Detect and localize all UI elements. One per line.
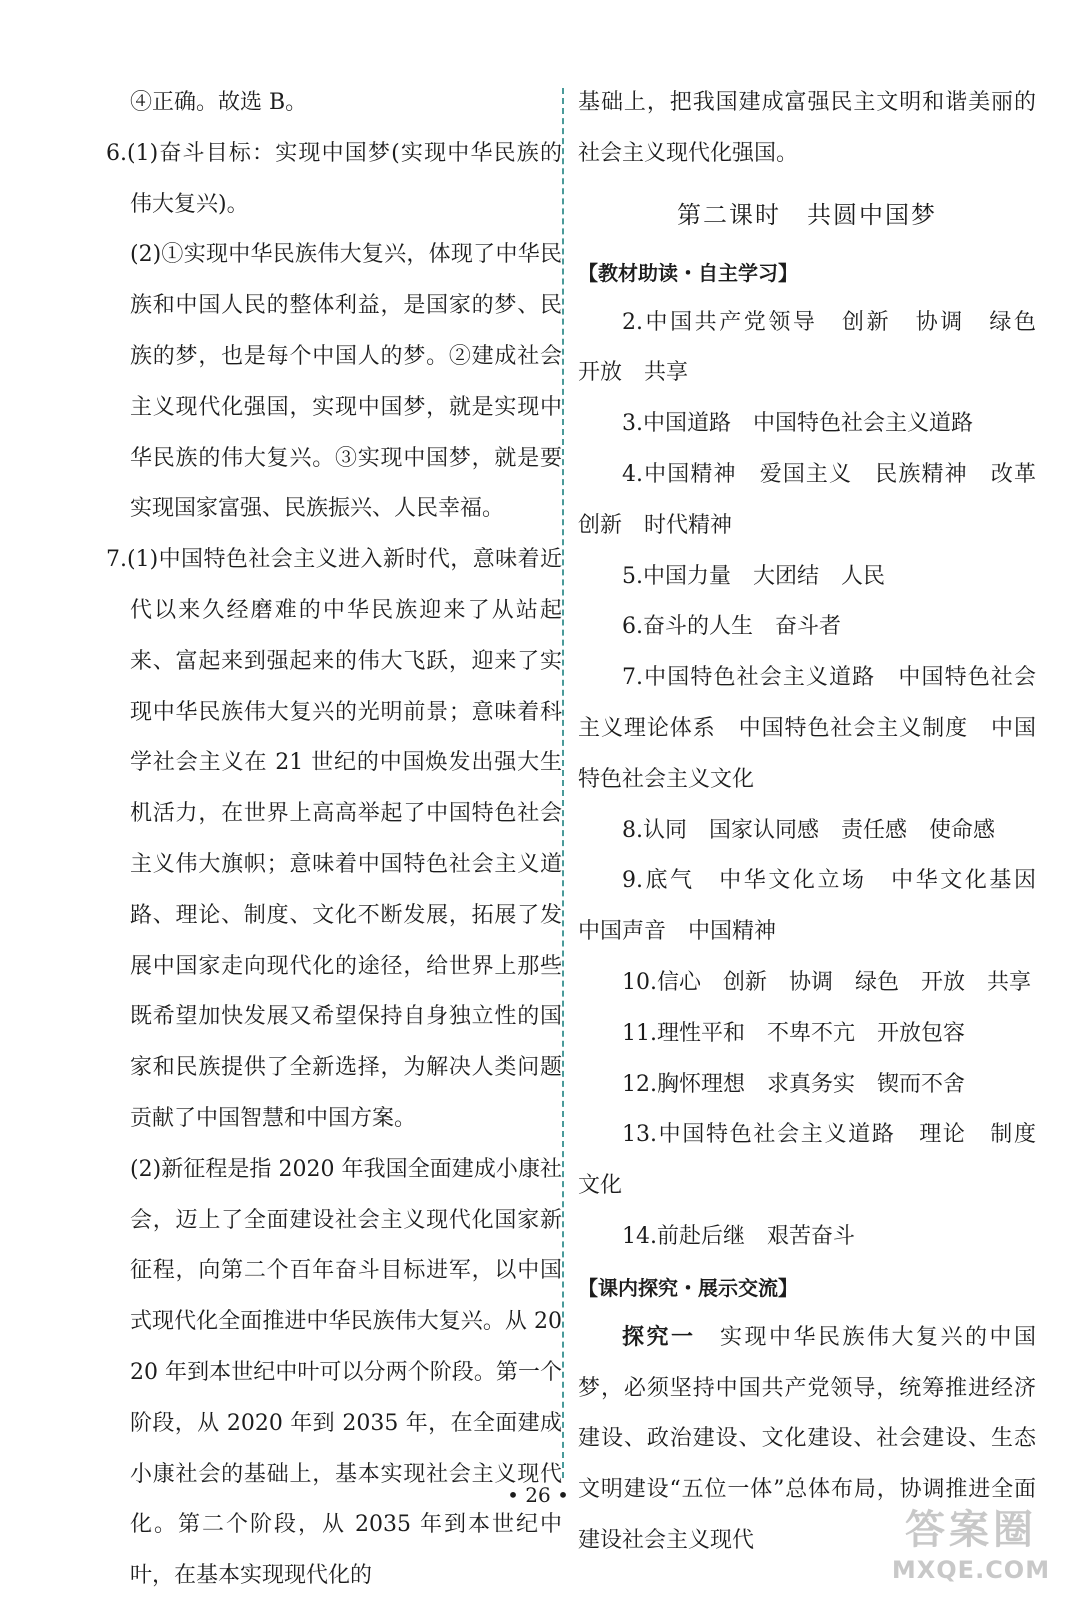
- answer-item: 11.理性平和 不卑不亢 开放包容: [622, 1020, 965, 1046]
- right-column: [578, 78, 1059, 1567]
- answer-item: 5.中国力量 大团结 人民: [622, 563, 885, 589]
- explore-text: 实现中华民族伟大复兴的中国梦，必须坚持中国共产党领导，统筹推进经济建设、政治建设、文化建设、社会建设、生态文明建设“五位一体”总体布局，协调推进全面建设社会主义现代: [578, 1324, 1036, 1553]
- answer-item: 3.中国道路 中国特色社会主义道路: [622, 411, 973, 437]
- section-heading-explore: 【课内探究・展示交流】: [578, 1275, 798, 1300]
- answer-item: 9.底气 中华文化立场 中华文化基因 中国声音 中国精神: [578, 868, 1059, 945]
- answer-item: 7.中国特色社会主义道路 中国特色社会主义理论体系 中国特色社会主义制度 中国特色社会主义文化: [578, 665, 1036, 792]
- question-7-part-1: 7.(1)中国特色社会主义进入新时代，意味着近代以来久经磨难的中华民族迎来了从站起来、富起来到强起来的伟大飞跃，迎来了实现中华民族伟大复兴的光明前景；意味着科学社会主义在 21 世纪的中国焕发出强大生机活力，在世界上高高举起了中国特色社会主义伟大旗帜；意味着中国特色社会主义道路、理论、制度、文化不断发展，拓展了发展中国家走向现代化的途径，给世界上那些既希望加快发展又希望保持自身独立性的国家和民族提供了全新选择，为解决人类问题贡献了中国智慧和中国方案。: [106, 547, 562, 1131]
- continuation-text: 基础上，把我国建成富强民主文明和谐美丽的社会主义现代化强国。: [578, 90, 1036, 166]
- question-7-part-2: (2)新征程是指 2020 年我国全面建成小康社会，迈上了全面建设社会主义现代化国家新征程，向第二个百年奋斗目标进军，以中国式现代化全面推进中华民族伟大复兴。从 2020 年到本世纪中叶可以分两个阶段。第一个阶段，从 2020 年到 2035 年，在全面建成小康社会的基础上，基本实现社会主义现代化。第二个阶段，从 2035 年到本世纪中叶，在基本实现现代化的: [130, 1156, 562, 1589]
- answer-item: 12.胸怀理想 求真务实 锲而不舍: [622, 1071, 965, 1097]
- answer-item: 6.奋斗的人生 奋斗者: [622, 614, 841, 640]
- answer-item: 2.中国共产党领导 创新 协调 绿色 开放 共享: [578, 309, 1059, 386]
- watermark-logo-text: 答案圈: [905, 1507, 1037, 1553]
- answer-line: ④正确。故选 B。: [130, 90, 308, 115]
- explore-label: 探究一: [622, 1324, 696, 1350]
- answer-item: 8.认同 国家认同感 责任感 使命感: [622, 817, 995, 843]
- question-6-part-2: (2)①实现中华民族伟大复兴，体现了中华民族和中国人民的整体利益，是国家的梦、民族的梦，也是每个中国人的梦。②建成社会主义现代化强国，实现中国梦，就是实现中华民族的伟大复兴。③实现中国梦，就是要实现国家富强、民族振兴、人民幸福。: [130, 242, 562, 522]
- answer-item: 13.中国特色社会主义道路 理论 制度 文化: [578, 1122, 1059, 1199]
- section-heading-self-study: 【教材助读・自主学习】: [578, 260, 798, 285]
- answer-item: 10.信心 创新 协调 绿色 开放 共享: [622, 969, 1031, 995]
- answer-item: 14.前赴后继 艰苦奋斗: [622, 1223, 855, 1249]
- site-watermark: [886, 1505, 1056, 1595]
- page-number: • 26 •: [507, 1483, 569, 1507]
- lesson-title: 第二课时 共圆中国梦: [677, 200, 937, 229]
- left-column: [106, 78, 562, 1602]
- question-6-part-1: 6.(1)奋斗目标：实现中国梦(实现中华民族的伟大复兴)。: [106, 140, 562, 217]
- answers-list: [578, 298, 1059, 1263]
- answer-item: 4.中国精神 爱国主义 民族精神 改革创新 时代精神: [578, 461, 1036, 538]
- watermark-url: MXQE.COM: [891, 1556, 1051, 1584]
- column-divider: [562, 88, 564, 1478]
